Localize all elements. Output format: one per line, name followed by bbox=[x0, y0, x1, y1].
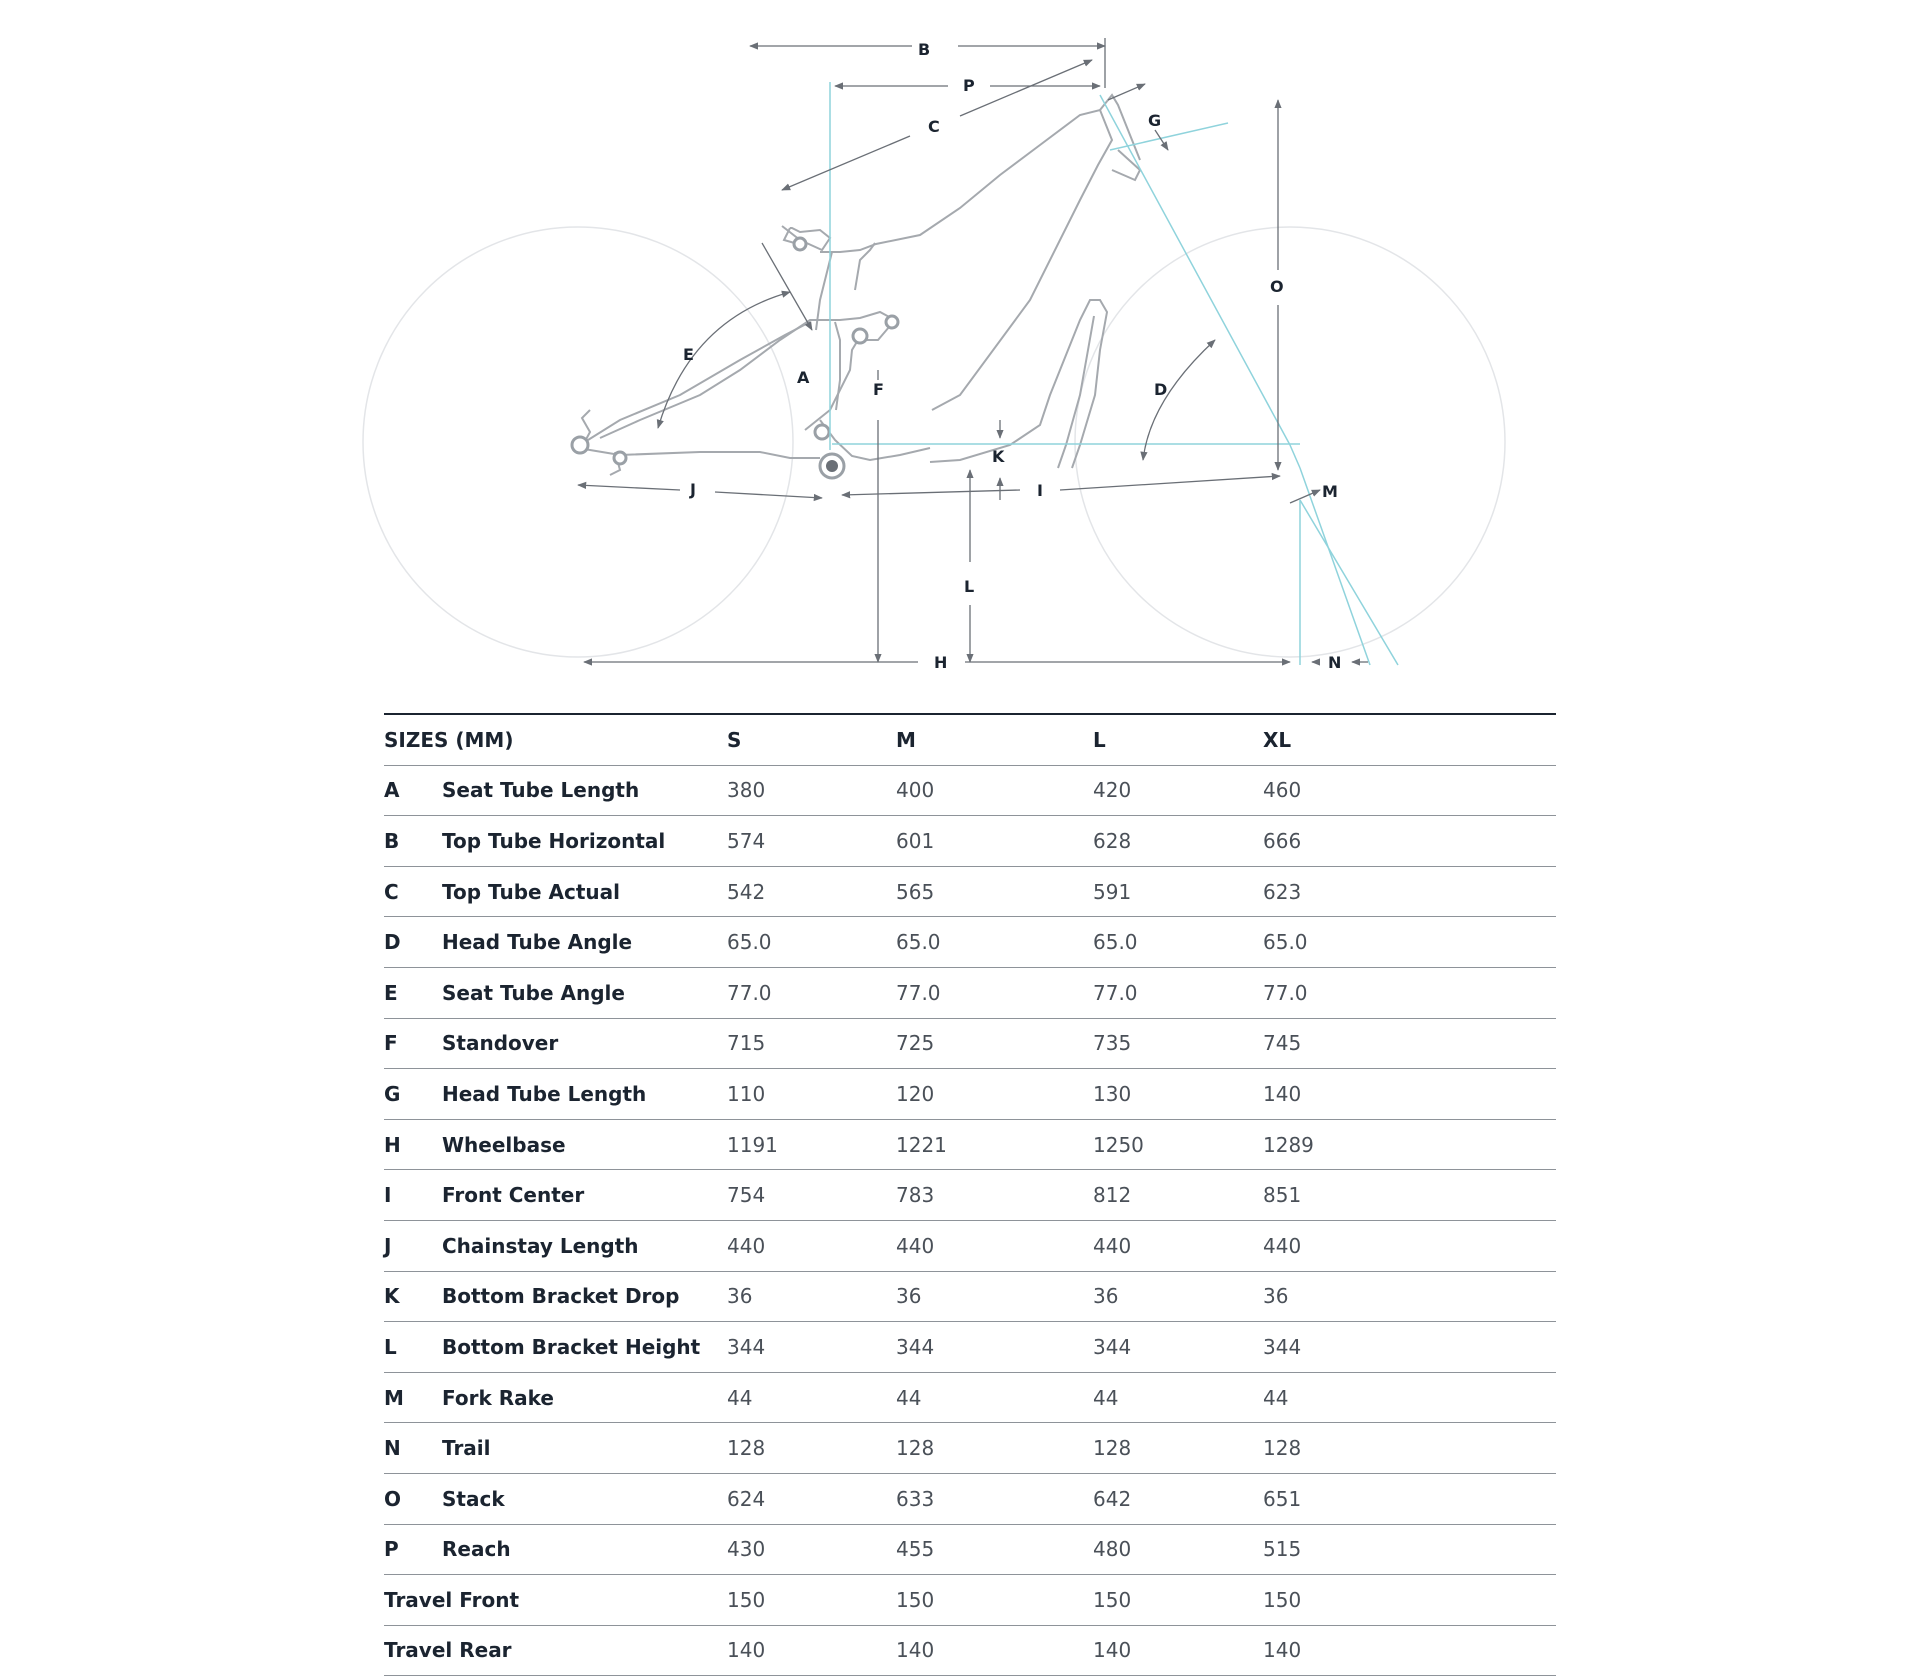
bottom-bracket bbox=[826, 460, 838, 472]
value-size-s: 110 bbox=[727, 1069, 896, 1120]
value-size-xl: 1289 bbox=[1263, 1119, 1556, 1170]
table-row bbox=[384, 917, 1556, 968]
table-row bbox=[384, 1372, 1556, 1423]
value-size-l: 150 bbox=[1093, 1575, 1263, 1626]
table-row bbox=[384, 1220, 1556, 1271]
value-size-m: 36 bbox=[896, 1271, 1093, 1322]
row-name: Head Tube Angle bbox=[442, 917, 727, 968]
value-size-xl: 515 bbox=[1263, 1524, 1556, 1575]
value-size-l: 591 bbox=[1093, 866, 1263, 917]
dimension-labels bbox=[683, 40, 1341, 672]
svg-text:G: G bbox=[1148, 111, 1162, 130]
value-size-xl: 36 bbox=[1263, 1271, 1556, 1322]
value-size-m: 440 bbox=[896, 1220, 1093, 1271]
sizes-heading: SIZES (MM) bbox=[384, 714, 727, 765]
row-name: Standover bbox=[442, 1018, 727, 1069]
svg-text:L: L bbox=[964, 577, 975, 596]
value-size-m: 140 bbox=[896, 1625, 1093, 1676]
value-size-m: 344 bbox=[896, 1322, 1093, 1373]
svg-text:B: B bbox=[918, 40, 931, 59]
value-size-xl: 150 bbox=[1263, 1575, 1556, 1626]
table-row bbox=[384, 1271, 1556, 1322]
row-name: Bottom Bracket Height bbox=[442, 1322, 727, 1373]
row-name: Seat Tube Length bbox=[442, 765, 727, 816]
row-code: N bbox=[384, 1423, 442, 1474]
value-size-l: 44 bbox=[1093, 1372, 1263, 1423]
svg-text:F: F bbox=[873, 380, 884, 399]
value-size-s: 150 bbox=[727, 1575, 896, 1626]
value-size-m: 565 bbox=[896, 866, 1093, 917]
row-name: Stack bbox=[442, 1473, 727, 1524]
value-size-xl: 745 bbox=[1263, 1018, 1556, 1069]
row-code: F bbox=[384, 1018, 442, 1069]
value-size-s: 715 bbox=[727, 1018, 896, 1069]
value-size-l: 628 bbox=[1093, 816, 1263, 867]
table-row bbox=[384, 967, 1556, 1018]
row-code: C bbox=[384, 866, 442, 917]
value-size-xl: 440 bbox=[1263, 1220, 1556, 1271]
value-size-l: 642 bbox=[1093, 1473, 1263, 1524]
row-name: Travel Rear bbox=[384, 1625, 727, 1676]
value-size-xl: 623 bbox=[1263, 866, 1556, 917]
value-size-m: 601 bbox=[896, 816, 1093, 867]
value-size-l: 128 bbox=[1093, 1423, 1263, 1474]
table-row bbox=[384, 1473, 1556, 1524]
value-size-m: 77.0 bbox=[896, 967, 1093, 1018]
table-row bbox=[384, 1423, 1556, 1474]
value-size-s: 77.0 bbox=[727, 967, 896, 1018]
table-row bbox=[384, 1170, 1556, 1221]
svg-text:P: P bbox=[963, 76, 975, 95]
row-code: J bbox=[384, 1220, 442, 1271]
value-size-l: 440 bbox=[1093, 1220, 1263, 1271]
svg-text:M: M bbox=[1322, 482, 1338, 501]
row-name: Top Tube Actual bbox=[442, 866, 727, 917]
row-code: I bbox=[384, 1170, 442, 1221]
table-header-row bbox=[384, 714, 1556, 765]
row-code: D bbox=[384, 917, 442, 968]
value-size-m: 455 bbox=[896, 1524, 1093, 1575]
row-name: Fork Rake bbox=[442, 1372, 727, 1423]
value-size-s: 624 bbox=[727, 1473, 896, 1524]
value-size-l: 344 bbox=[1093, 1322, 1263, 1373]
table-row bbox=[384, 1575, 1556, 1626]
value-size-m: 128 bbox=[896, 1423, 1093, 1474]
table-row bbox=[384, 1119, 1556, 1170]
bike-frame bbox=[578, 95, 1140, 475]
svg-text:I: I bbox=[1037, 481, 1043, 500]
value-size-l: 735 bbox=[1093, 1018, 1263, 1069]
value-size-s: 754 bbox=[727, 1170, 896, 1221]
table-row bbox=[384, 1069, 1556, 1120]
size-l-header: L bbox=[1093, 714, 1263, 765]
size-m-header: M bbox=[896, 714, 1093, 765]
value-size-xl: 460 bbox=[1263, 765, 1556, 816]
bike-geometry-diagram bbox=[0, 0, 1920, 700]
value-size-xl: 851 bbox=[1263, 1170, 1556, 1221]
value-size-s: 65.0 bbox=[727, 917, 896, 968]
svg-text:J: J bbox=[690, 480, 696, 499]
value-size-xl: 140 bbox=[1263, 1625, 1556, 1676]
row-code: B bbox=[384, 816, 442, 867]
row-code: A bbox=[384, 765, 442, 816]
row-code: H bbox=[384, 1119, 442, 1170]
value-size-m: 783 bbox=[896, 1170, 1093, 1221]
value-size-xl: 651 bbox=[1263, 1473, 1556, 1524]
table-row bbox=[384, 765, 1556, 816]
table-row bbox=[384, 1524, 1556, 1575]
row-name: Seat Tube Angle bbox=[442, 967, 727, 1018]
value-size-l: 36 bbox=[1093, 1271, 1263, 1322]
row-code: K bbox=[384, 1271, 442, 1322]
size-s-header: S bbox=[727, 714, 896, 765]
value-size-l: 65.0 bbox=[1093, 917, 1263, 968]
value-size-xl: 44 bbox=[1263, 1372, 1556, 1423]
svg-text:K: K bbox=[992, 447, 1005, 466]
value-size-m: 633 bbox=[896, 1473, 1093, 1524]
value-size-xl: 140 bbox=[1263, 1069, 1556, 1120]
value-size-m: 725 bbox=[896, 1018, 1093, 1069]
svg-text:D: D bbox=[1154, 380, 1168, 399]
row-name: Reach bbox=[442, 1524, 727, 1575]
value-size-s: 344 bbox=[727, 1322, 896, 1373]
geometry-reference-lines bbox=[830, 82, 1398, 665]
table-row bbox=[384, 1625, 1556, 1676]
size-xl-header: XL bbox=[1263, 714, 1556, 765]
value-size-s: 430 bbox=[727, 1524, 896, 1575]
value-size-s: 140 bbox=[727, 1625, 896, 1676]
value-size-m: 400 bbox=[896, 765, 1093, 816]
row-name: Top Tube Horizontal bbox=[442, 816, 727, 867]
svg-text:H: H bbox=[934, 653, 948, 672]
value-size-s: 36 bbox=[727, 1271, 896, 1322]
value-size-l: 420 bbox=[1093, 765, 1263, 816]
table-row bbox=[384, 866, 1556, 917]
row-code: M bbox=[384, 1372, 442, 1423]
value-size-m: 120 bbox=[896, 1069, 1093, 1120]
value-size-l: 140 bbox=[1093, 1625, 1263, 1676]
table-row bbox=[384, 1018, 1556, 1069]
value-size-xl: 666 bbox=[1263, 816, 1556, 867]
svg-text:A: A bbox=[797, 368, 810, 387]
row-name: Chainstay Length bbox=[442, 1220, 727, 1271]
value-size-s: 574 bbox=[727, 816, 896, 867]
geometry-table-body bbox=[384, 765, 1556, 1676]
value-size-l: 1250 bbox=[1093, 1119, 1263, 1170]
value-size-l: 812 bbox=[1093, 1170, 1263, 1221]
bike-pivots bbox=[572, 238, 898, 478]
table-row bbox=[384, 816, 1556, 867]
svg-text:E: E bbox=[683, 345, 694, 364]
value-size-xl: 128 bbox=[1263, 1423, 1556, 1474]
value-size-xl: 77.0 bbox=[1263, 967, 1556, 1018]
value-size-l: 130 bbox=[1093, 1069, 1263, 1120]
svg-text:O: O bbox=[1270, 277, 1284, 296]
value-size-s: 44 bbox=[727, 1372, 896, 1423]
value-size-l: 480 bbox=[1093, 1524, 1263, 1575]
row-code: E bbox=[384, 967, 442, 1018]
value-size-s: 440 bbox=[727, 1220, 896, 1271]
value-size-m: 65.0 bbox=[896, 917, 1093, 968]
value-size-m: 150 bbox=[896, 1575, 1093, 1626]
value-size-l: 77.0 bbox=[1093, 967, 1263, 1018]
svg-text:C: C bbox=[928, 117, 940, 136]
geometry-table bbox=[384, 713, 1556, 1676]
value-size-s: 380 bbox=[727, 765, 896, 816]
row-name: Bottom Bracket Drop bbox=[442, 1271, 727, 1322]
table-row bbox=[384, 1322, 1556, 1373]
svg-text:N: N bbox=[1328, 653, 1342, 672]
row-name: Trail bbox=[442, 1423, 727, 1474]
row-code: P bbox=[384, 1524, 442, 1575]
value-size-m: 44 bbox=[896, 1372, 1093, 1423]
row-code: L bbox=[384, 1322, 442, 1373]
value-size-s: 542 bbox=[727, 866, 896, 917]
row-name: Wheelbase bbox=[442, 1119, 727, 1170]
value-size-s: 128 bbox=[727, 1423, 896, 1474]
row-code: O bbox=[384, 1473, 442, 1524]
front-wheel bbox=[1075, 227, 1505, 657]
row-code: G bbox=[384, 1069, 442, 1120]
row-name: Head Tube Length bbox=[442, 1069, 727, 1120]
dimension-lines bbox=[578, 38, 1368, 662]
value-size-m: 1221 bbox=[896, 1119, 1093, 1170]
value-size-xl: 344 bbox=[1263, 1322, 1556, 1373]
row-name: Front Center bbox=[442, 1170, 727, 1221]
value-size-xl: 65.0 bbox=[1263, 917, 1556, 968]
value-size-s: 1191 bbox=[727, 1119, 896, 1170]
row-name: Travel Front bbox=[384, 1575, 727, 1626]
